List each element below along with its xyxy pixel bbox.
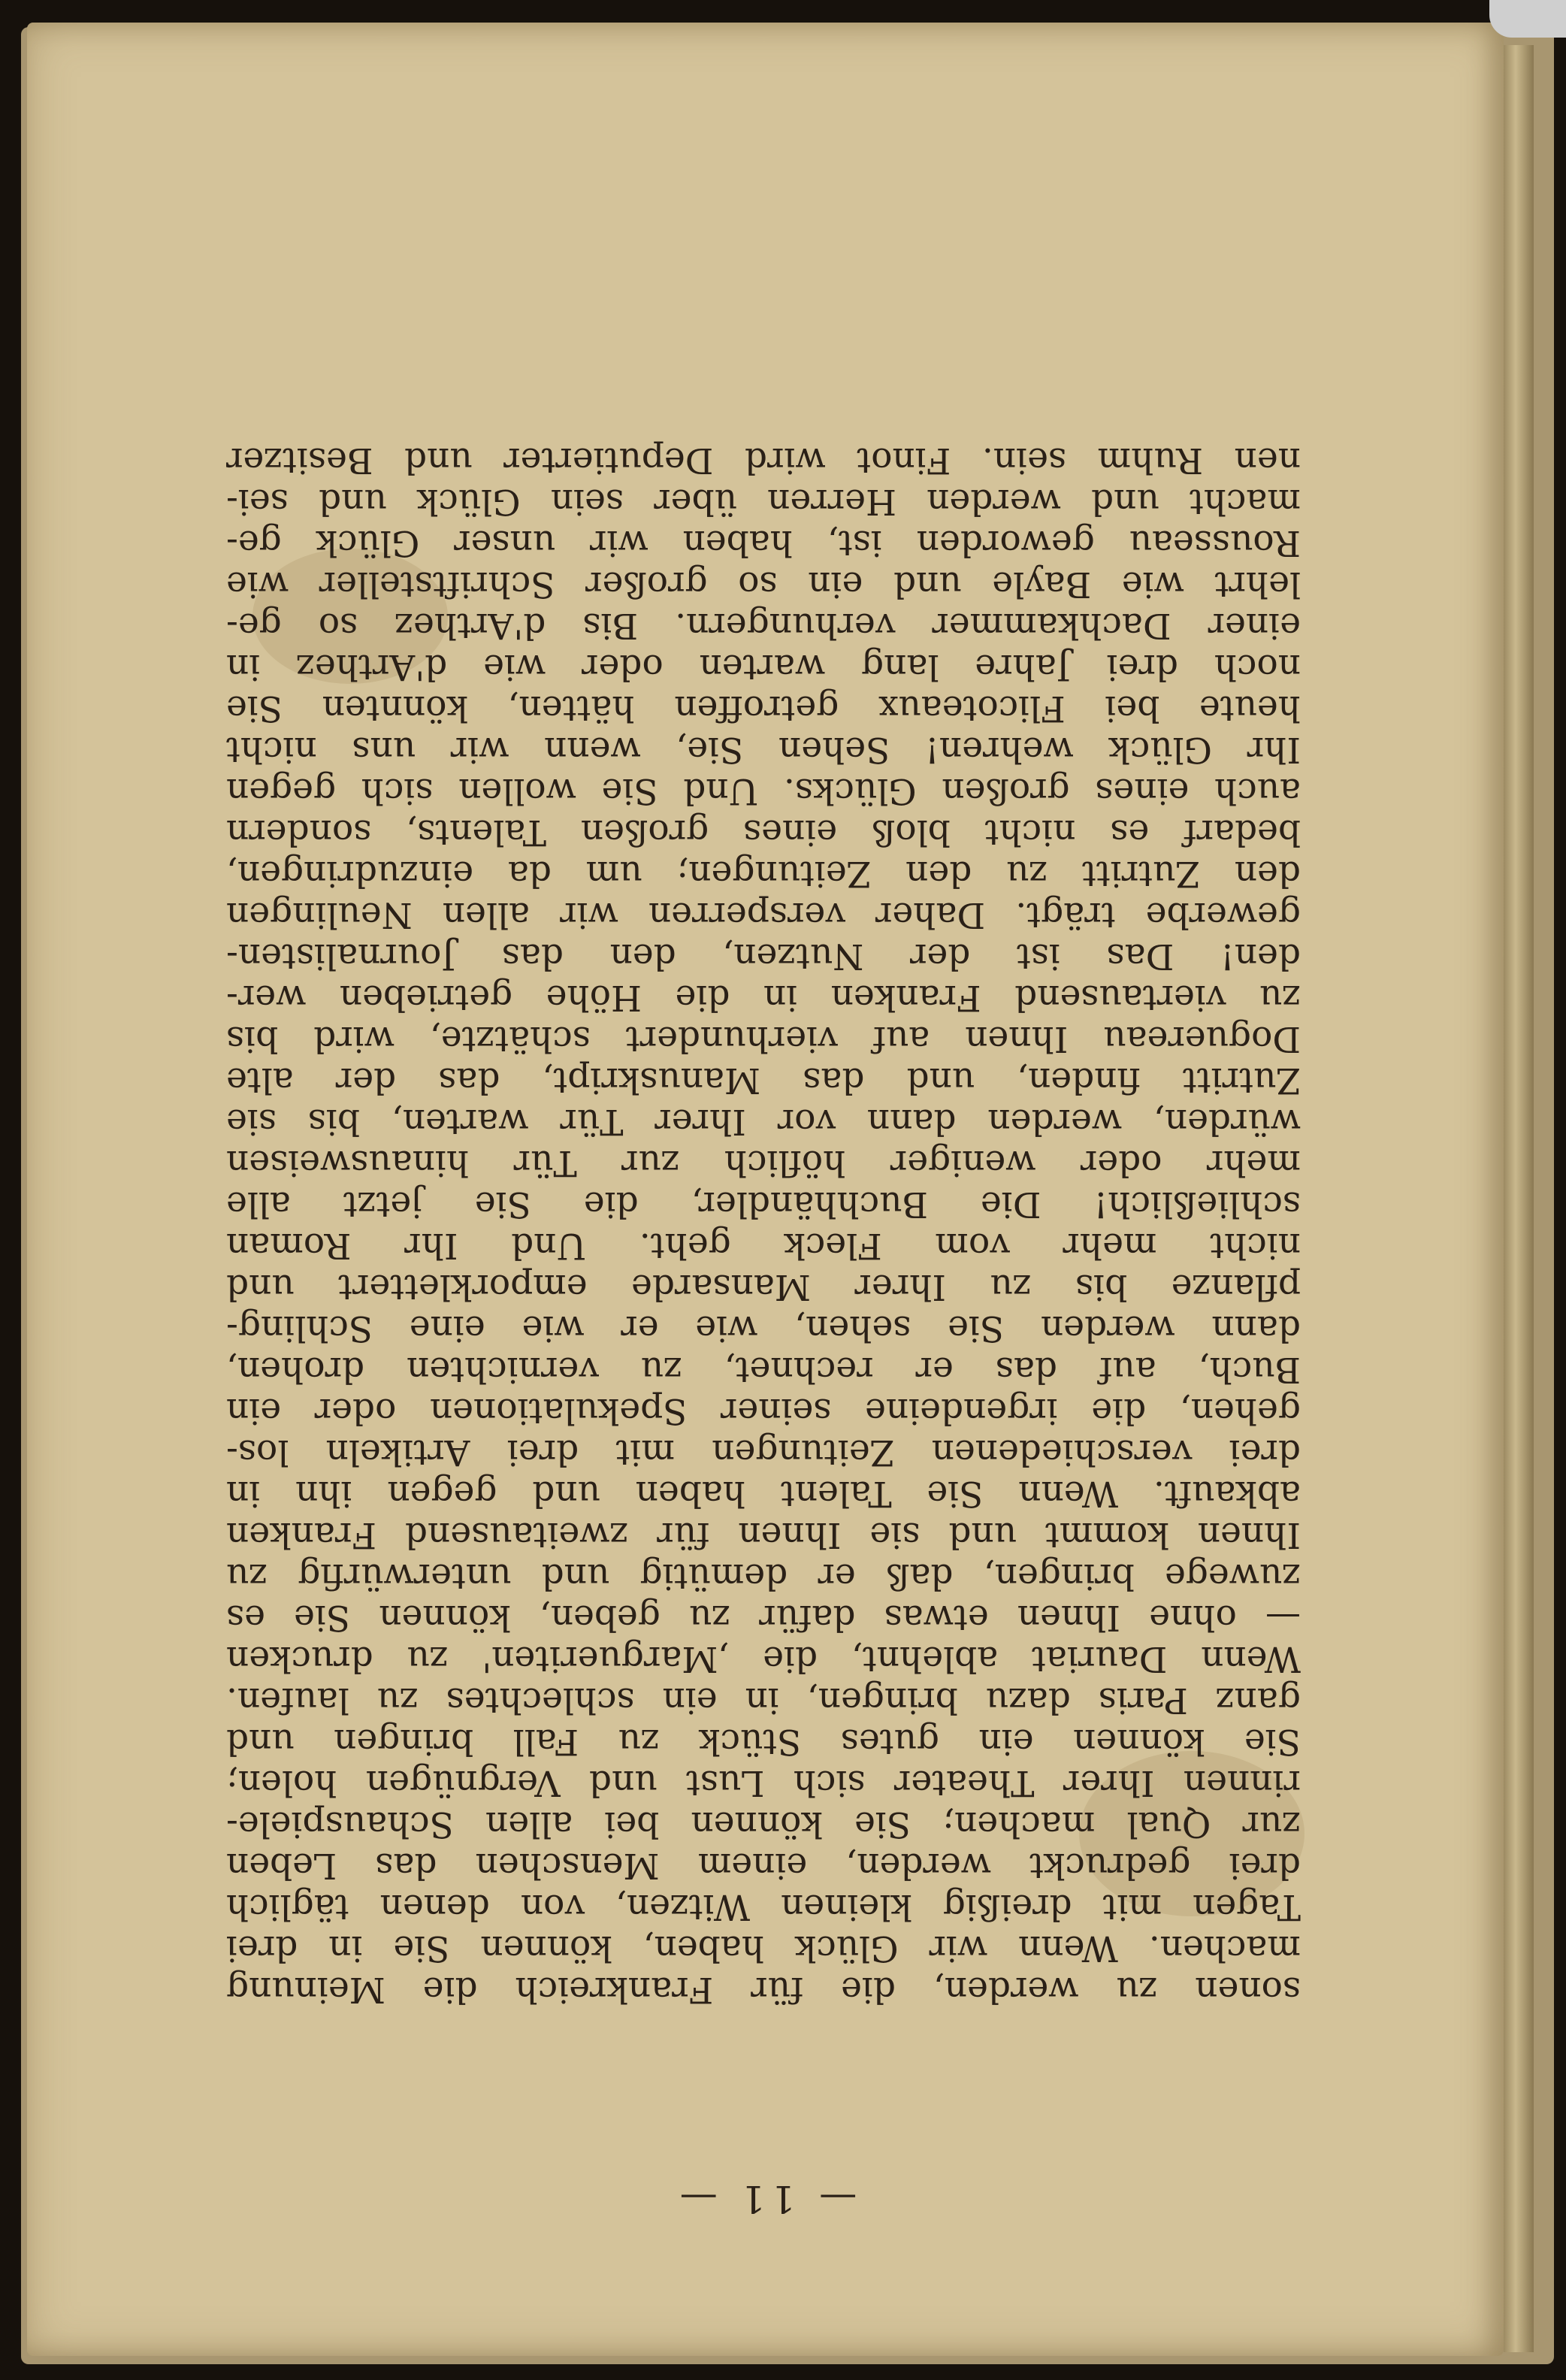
text-line: macht und werden Herren über sein Glück und sei- xyxy=(226,481,1301,522)
text-line: machen. Wenn wir Glück haben, können Sie in drei xyxy=(226,1928,1301,1969)
binder-clip xyxy=(1489,0,1566,38)
text-line: Buch, auf das er rechnet, zu vernichten drohen, xyxy=(226,1349,1301,1390)
text-line: Rousseau geworden ist, haben wir unser Glück ge- xyxy=(226,522,1301,564)
text-line: drei verschiedenen Zeitungen mit drei Artikeln los- xyxy=(226,1432,1301,1473)
text-line: gehen, die irgendeine seiner Spekulationen oder ein xyxy=(226,1390,1301,1432)
text-line: Ihnen kommt und sie Ihnen für zweitausend Franken xyxy=(226,1514,1301,1556)
text-line: nicht mehr vom Fleck geht. Und Ihr Roman xyxy=(226,1225,1301,1266)
text-line: — ohne Ihnen etwas dafür zu geben, können Sie es xyxy=(226,1597,1301,1638)
text-line: zur Qual machen; Sie können bei allen Schauspiele- xyxy=(226,1804,1301,1845)
text-line: den! Das ist der Nutzen, den das Journalisten- xyxy=(226,936,1301,977)
page-stack-edge xyxy=(1504,45,1534,2352)
text-line: Doguereau Ihnen auf vierhundert schätzte, wird bis xyxy=(226,1018,1301,1060)
text-line: bedarf es nicht bloß eines großen Talents, sondern xyxy=(226,812,1301,853)
text-line: Ihr Glück wehren! Sehen Sie, wenn wir uns nicht xyxy=(226,729,1301,770)
text-line: Zutritt finden, und das Manuskript, das der alte xyxy=(226,1060,1301,1101)
upside-down-content xyxy=(27,23,1504,2356)
text-line: Sie können ein gutes Stück zu Fall bringen und xyxy=(226,1721,1301,1762)
text-line: nen Ruhm sein. Finot wird Deputierter und Besitzer xyxy=(226,440,1301,481)
text-line: Wenn Dauriat ablehnt, die ‚Margueriten' zu drucken xyxy=(226,1638,1301,1680)
text-line: pflanze bis zu Ihrer Mansarde emporklettert und xyxy=(226,1266,1301,1308)
text-line: dann werden Sie sehen, wie er wie eine Schling- xyxy=(226,1308,1301,1349)
text-line: zu viertausend Franken in die Höhe getrieben wer- xyxy=(226,977,1301,1018)
text-line: rinnen Ihrer Theater sich Lust und Vergnügen holen; xyxy=(226,1762,1301,1804)
text-line: noch drei Jahre lang warten oder wie d'Arthez in xyxy=(226,646,1301,688)
text-line: einer Dachkammer verhungern. Bis d'Arthez so ge- xyxy=(226,605,1301,646)
text-line: sonen zu werden, die für Frankreich die Meinung xyxy=(226,1969,1301,2010)
text-line: mehr oder weniger höflich zur Tür hinausweisen xyxy=(226,1142,1301,1184)
text-line: zuwege bringen, daß er demütig und unterwürfig zu xyxy=(226,1556,1301,1597)
text-line: ganz Paris dazu bringen, in ein schlechtes zu laufen. xyxy=(226,1680,1301,1721)
page-number: — 11 — xyxy=(673,2177,857,2221)
text-line: auch eines großen Glücks. Und Sie wollen sich gegen xyxy=(226,770,1301,812)
text-line: heute bei Flicoteaux getroffen hätten, könnten Sie xyxy=(226,688,1301,729)
body-text xyxy=(226,440,1301,2010)
text-line: würden, werden dann vor Ihrer Tür warten, bis sie xyxy=(226,1101,1301,1142)
book-page xyxy=(27,23,1504,2356)
text-line: drei gedruckt werden, einem Menschen das Leben xyxy=(226,1845,1301,1886)
text-line: abkauft. Wenn Sie Talent haben und gegen ihn in xyxy=(226,1473,1301,1514)
text-line: den Zutritt zu den Zeitungen; um da einzudringen, xyxy=(226,853,1301,894)
text-line: lehrt wie Bayle und ein so großer Schriftsteller wie xyxy=(226,564,1301,605)
text-line: Tagen mit dreißig kleinen Witzen, von denen täglich xyxy=(226,1886,1301,1928)
text-line: schließlich! Die Buchhändler, die Sie jetzt alle xyxy=(226,1184,1301,1225)
text-line: gewerbe trägt. Daher versperren wir allen Neulingen xyxy=(226,894,1301,936)
